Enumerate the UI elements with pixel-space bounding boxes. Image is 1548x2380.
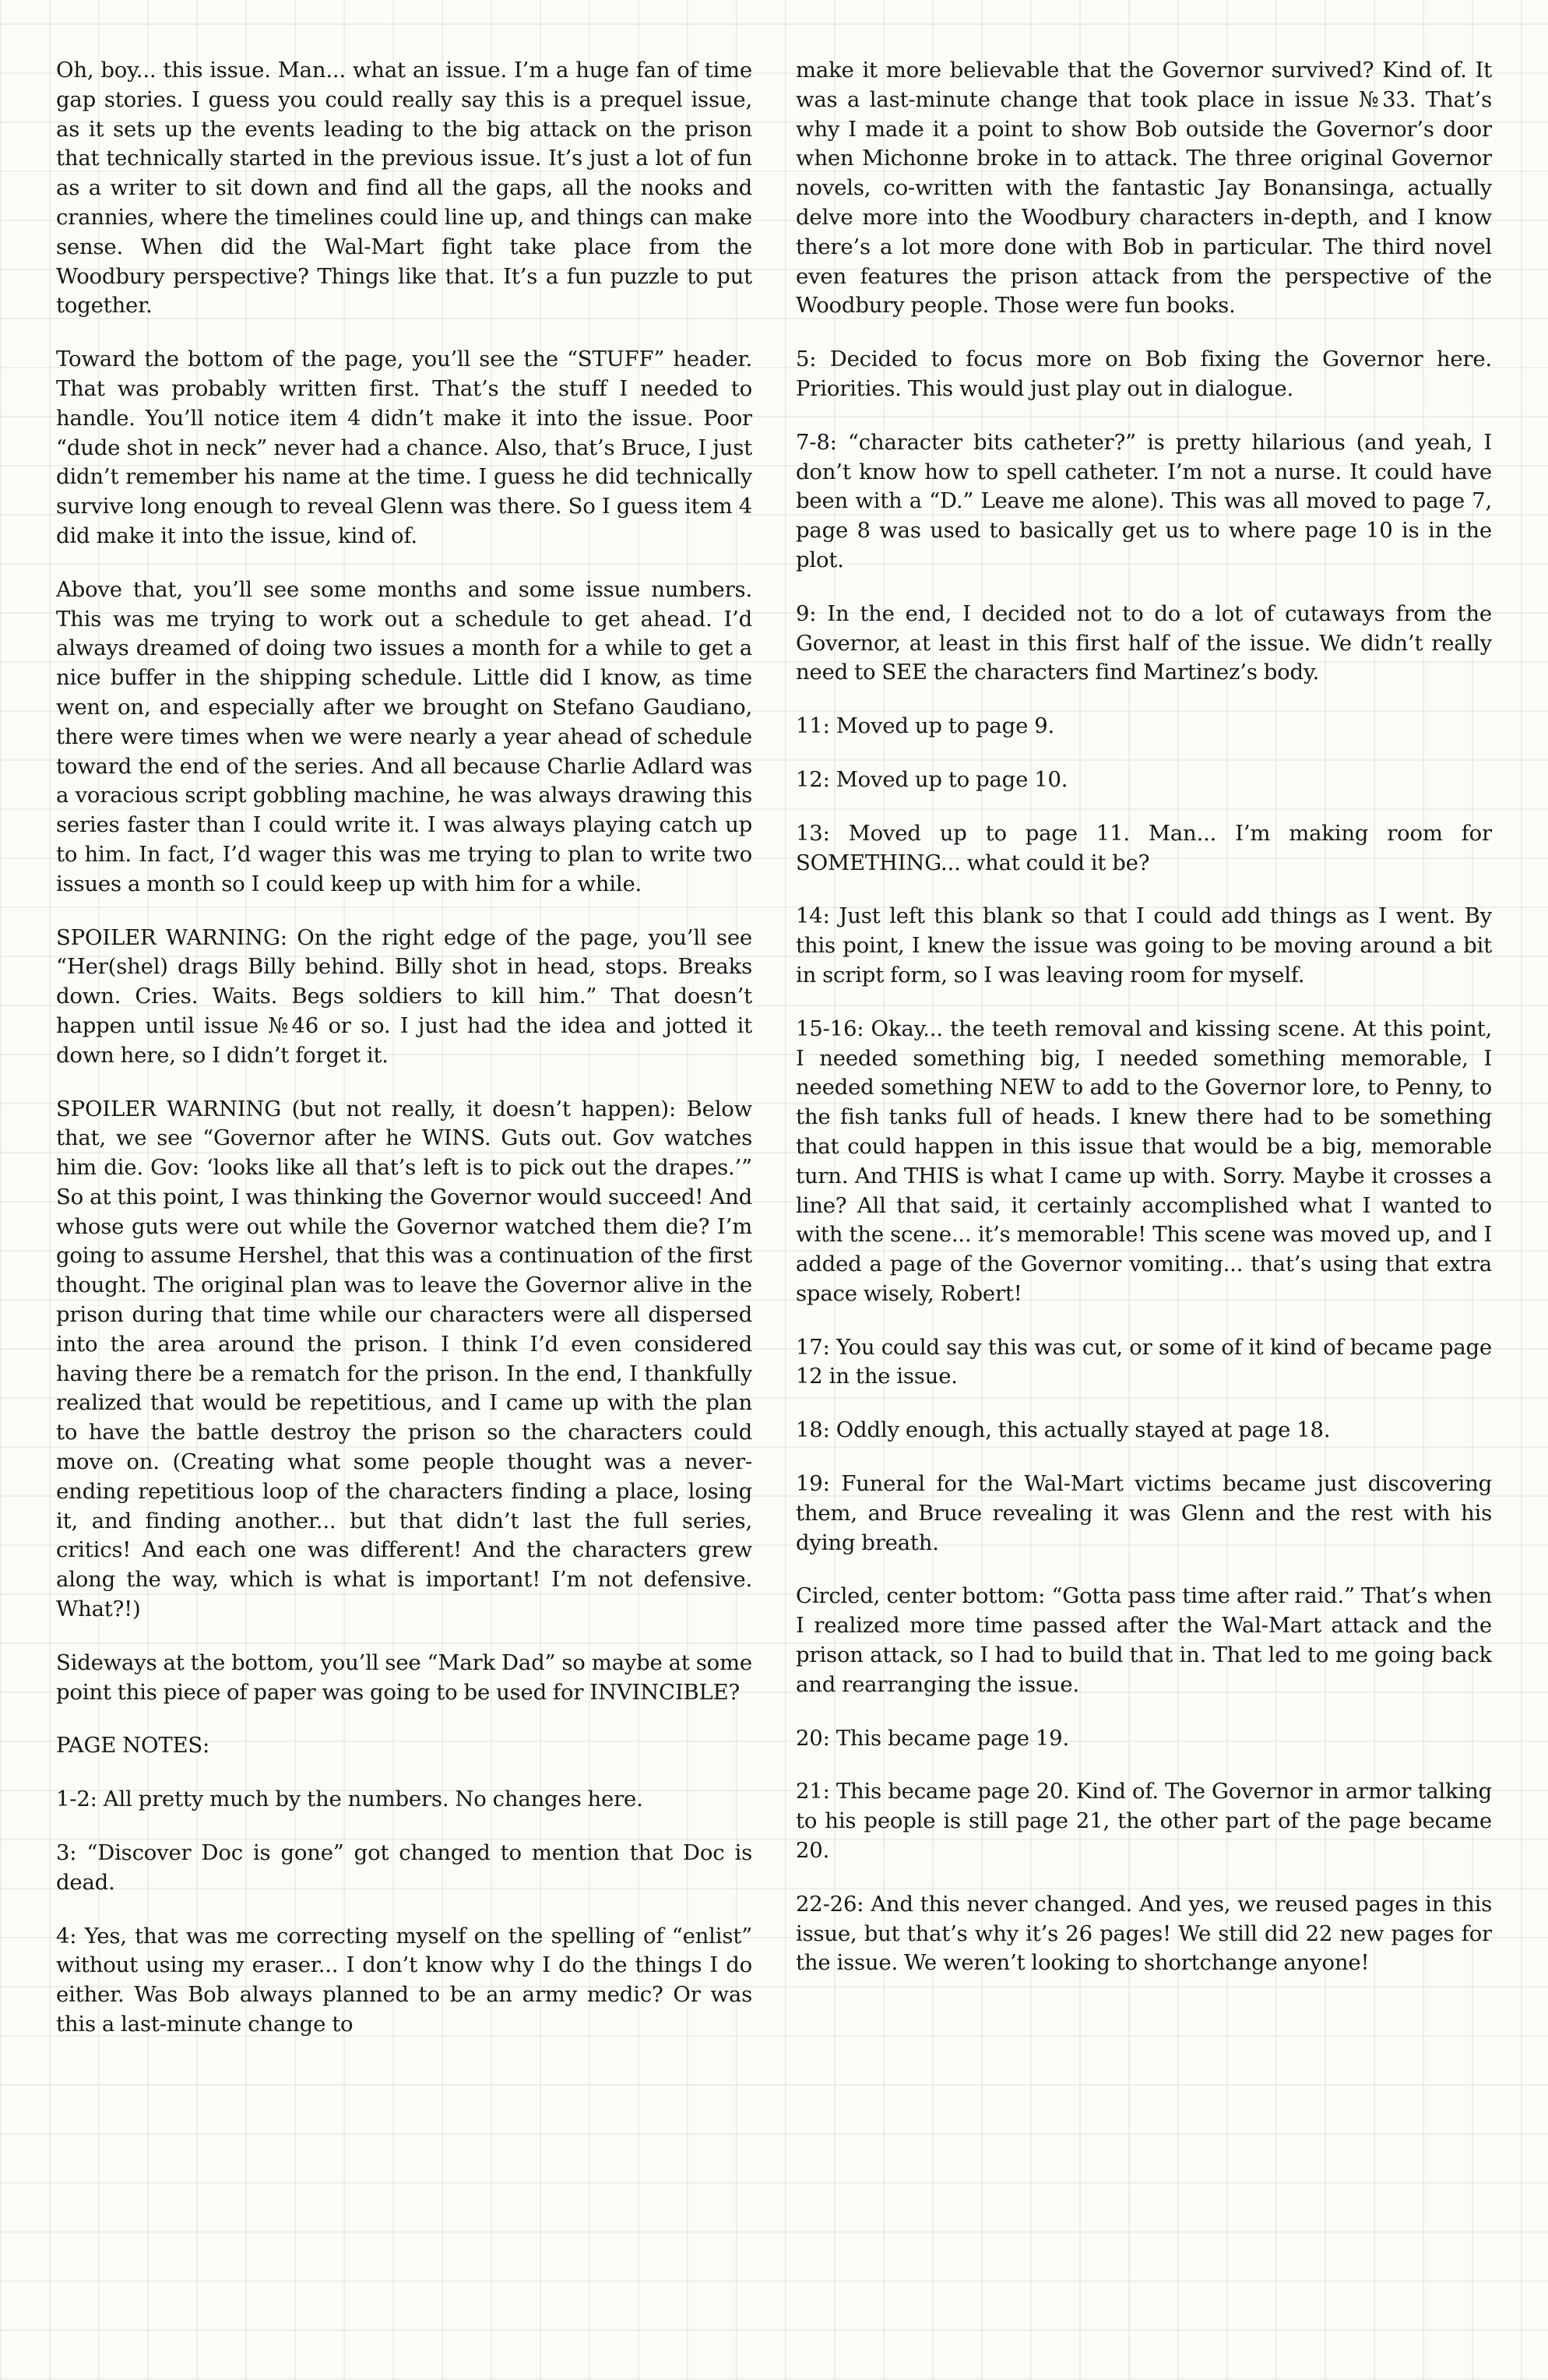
page-notes-heading: PAGE NOTES:: [56, 1733, 210, 1759]
note-page-18: 18: Oddly enough, this actually stayed at page 18.: [796, 1417, 1331, 1443]
note-page-3: 3: “Discover Doc is gone” got changed to mention that Doc is dead.: [56, 1840, 752, 1895]
note-pages-1-2: 1-2: All pretty much by the numbers. No changes here.: [56, 1787, 643, 1812]
paragraph-schedule: Above that, you’ll see some months and some issue numbers. This was me trying to work out a schedule to get ahead. I’d always dreamed of doing two issues a month for a while to get a nice buffer in the shipping schedule. Little did I know, as time went on, and especially after we brought on Stefano Gaudiano, there were times when we were nearly a year ahead of schedule toward the end of the series. And all because Charlie Adlard was a voracious script gobbling machine, he was always drawing this series faster than I could write it. I was always playing catch up to him. In fact, I’d wager this was me trying to plan to write two issues a month so I could keep up with him for a while.: [56, 576, 752, 896]
note-page-17: 17: You could say this was cut, or some of it kind of became page 12 in the issue.: [796, 1334, 1492, 1389]
paragraph-spoiler-hershel: SPOILER WARNING: On the right edge of the page, you’ll see “Her(shel) drags Billy behind. Billy shot in head, stops. Breaks down. Cries. Waits. Begs soldiers to kill him.” That doesn’t happen until issue №46 or so. I just had the idea and jotted it down here, so I didn’t forget it.: [56, 924, 752, 1068]
note-pages-15-16: 15-16: Okay... the teeth removal and kissing scene. At this point, I needed something big, I needed something memorable, I needed something NEW to add to the Governor lore, to Penny, to the fish tanks full of heads. I knew there had to be something that could happen in this issue that would be a big, memorable turn. And THIS is what I came up with. Sorry. Maybe it crosses a line? All that said, it certainly accomplished what I wanted to with the scene... it’s memorable! This scene was moved up, and I added a page of the Governor vomiting... that’s using that extra space wisely, Robert!: [796, 1016, 1492, 1306]
note-page-11: 11: Moved up to page 9.: [796, 713, 1055, 739]
note-page-4-continued: make it more believable that the Governor survived? Kind of. It was a last-minute change that took place in issue №33. That’s why I made it a point to show Bob outside the Governor’s door when Michonne broke in to attack. The three original Governor novels, co-written with the fantastic Jay Bonansinga, actually delve more into the Woodbury characters in-depth, and I know there’s a lot more done with Bob in particular. The third novel even features the prison attack from the perspective of the Woodbury people. Those were fun books.: [796, 58, 1492, 319]
note-page-19: 19: Funeral for the Wal-Mart victims became just discovering them, and Bruce revealing it was Glenn and the rest with his dying breath.: [796, 1471, 1492, 1555]
note-page-13: 13: Moved up to page 11. Man... I’m making room for SOMETHING... what could it be?: [796, 820, 1492, 875]
note-circled-center-bottom: Circled, center bottom: “Gotta pass time after raid.” That’s when I realized more time passed after the Wal-Mart attack and the prison attack, so I had to build that in. That led to me going back and rearranging the issue.: [796, 1583, 1492, 1697]
note-page-5: 5: Decided to focus more on Bob fixing the Governor here. Priorities. This would just play out in dialogue.: [796, 347, 1492, 401]
left-column: [56, 56, 752, 2338]
paragraph-stuff-header: Toward the bottom of the page, you’ll see the “STUFF” header. That was probably written first. That’s the stuff I needed to handle. You’ll notice item 4 didn’t make it into the issue. Poor “dude shot in neck” never had a chance. Also, that’s Bruce, I just didn’t remember his name at the time. I guess he did technically survive long enough to reveal Glenn was there. So I guess item 4 did make it into the issue, kind of.: [56, 347, 752, 548]
note-page-20: 20: This became page 19.: [796, 1725, 1070, 1751]
paragraph-mark-dad: Sideways at the bottom, you’ll see “Mark Dad” so maybe at some point this piece of paper was going to be used for INVINCIBLE?: [56, 1649, 752, 1705]
note-pages-7-8: 7-8: “character bits catheter?” is pretty hilarious (and yeah, I don’t know how to spell catheter. I’m not a nurse. It could have been with a “D.” Leave me alone). This was all moved to page 7, page 8 was used to basically get us to where page 10 is in the plot.: [796, 429, 1492, 572]
note-page-14: 14: Just left this blank so that I could add things as I went. By this point, I knew the issue was going to be moving around a bit in script form, so I was leaving room for myself.: [796, 903, 1492, 988]
note-page-12: 12: Moved up to page 10.: [796, 766, 1068, 792]
article-page: [56, 56, 1492, 2338]
note-page-21: 21: This became page 20. Kind of. The Governor in armor talking to his people is still page 21, the other part of the page became 20.: [796, 1779, 1492, 1864]
paragraph-spoiler-governor: SPOILER WARNING (but not really, it doesn’t happen): Below that, we see “Governor after he WINS. Guts out. Gov watches him die. Gov: ‘looks like all that’s left is to pick out the drapes.’” So at this point, I was thinking the Governor would succeed! And whose guts were out while the Governor watched them die? I’m going to assume Hershel, that this was a continuation of the first thought. The original plan was to leave the Governor alive in the prison during that time while our characters were all dispersed into the area around the prison. I think I’d even considered having there be a rematch for the prison. In the end, I thankfully realized that would be repetitious, and I came up with the plan to have the battle destroy the prison so the characters could move on. (Creating what some people thought was a never-ending repetitious loop of the characters finding a place, losing it, and finding another... but that didn’t last the full series, critics! And each one was different! And the characters grew along the way, which is what is important! I’m not defensive. What?!): [56, 1096, 752, 1622]
paragraph-intro: Oh, boy... this issue. Man... what an issue. I’m a huge fan of time gap stories. I guess you could really say this is a prequel issue, as it sets up the events leading to the big attack on the prison that technically started in the previous issue. It’s just a lot of fun as a writer to sit down and find all the gaps, all the nooks and crannies, where the timelines could line up, and things can make sense. When did the Wal-Mart fight take place from the Woodbury perspective? Things like that. It’s a fun puzzle to put together.: [56, 58, 752, 319]
right-column: [796, 56, 1492, 2338]
note-pages-22-26: 22-26: And this never changed. And yes, we reused pages in this issue, but that’s why it’s 26 pages! We still did 22 new pages for the issue. We weren’t looking to shortchange anyone!: [796, 1891, 1492, 1976]
note-page-9: 9: In the end, I decided not to do a lot of cutaways from the Governor, at least in this first half of the issue. We didn’t really need to SEE the characters find Martinez’s body.: [796, 600, 1492, 685]
note-page-4: 4: Yes, that was me correcting myself on the spelling of “enlist” without using my eraser... I don’t know why I do the things I do either. Was Bob always planned to be an army medic? Or was this a last-minute change to: [56, 1923, 752, 2037]
